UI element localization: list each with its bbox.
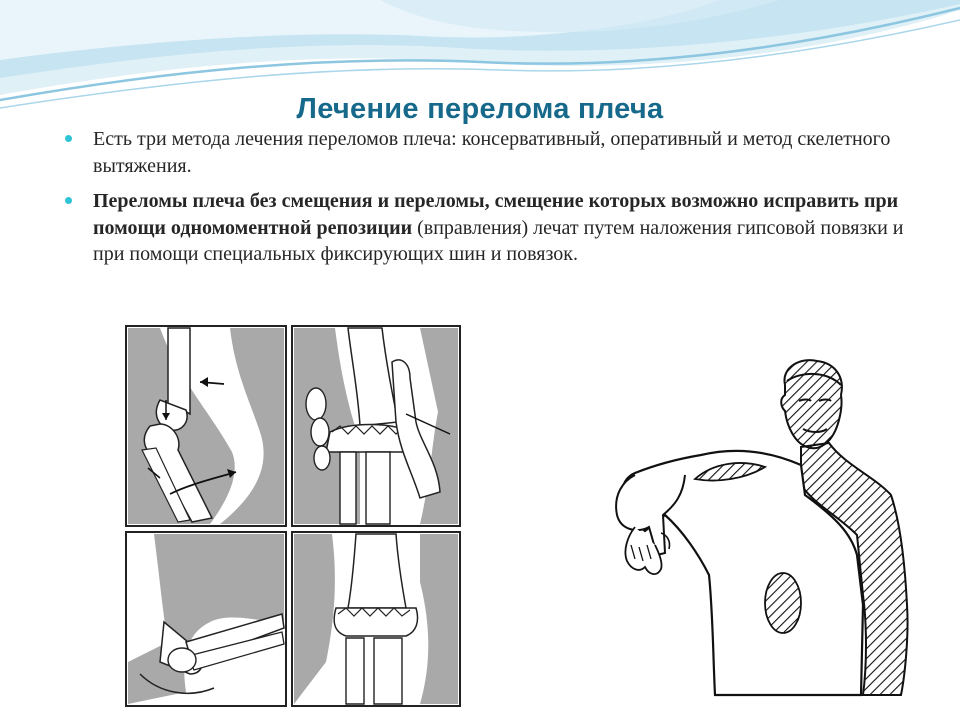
bullet-text: (вправления) лечат путем наложения гипсовой повязки и при помощи специальных фиксирующих шин и повязок. [93, 216, 904, 265]
thoracobrachial-cast-illustration [605, 355, 915, 705]
bullet-item-treatment [63, 188, 913, 268]
bullet-dot-icon [65, 135, 72, 142]
bullet-list [63, 126, 913, 277]
slide-title: Лечение перелома плеча [296, 93, 664, 126]
bullet-item-methods [63, 126, 913, 179]
elbow-fracture-reduction-illustration [120, 322, 465, 710]
bullet-dot-icon [65, 197, 72, 204]
bullet-text: Есть три метода лечения переломов плеча: консервативный, оперативный и метод скелетного вытяжения. [93, 128, 891, 177]
bullet-bold-text: Переломы плеча без смещения и переломы, смещение которых возможно исправить при помощи одномоментной репозиции [93, 190, 899, 239]
